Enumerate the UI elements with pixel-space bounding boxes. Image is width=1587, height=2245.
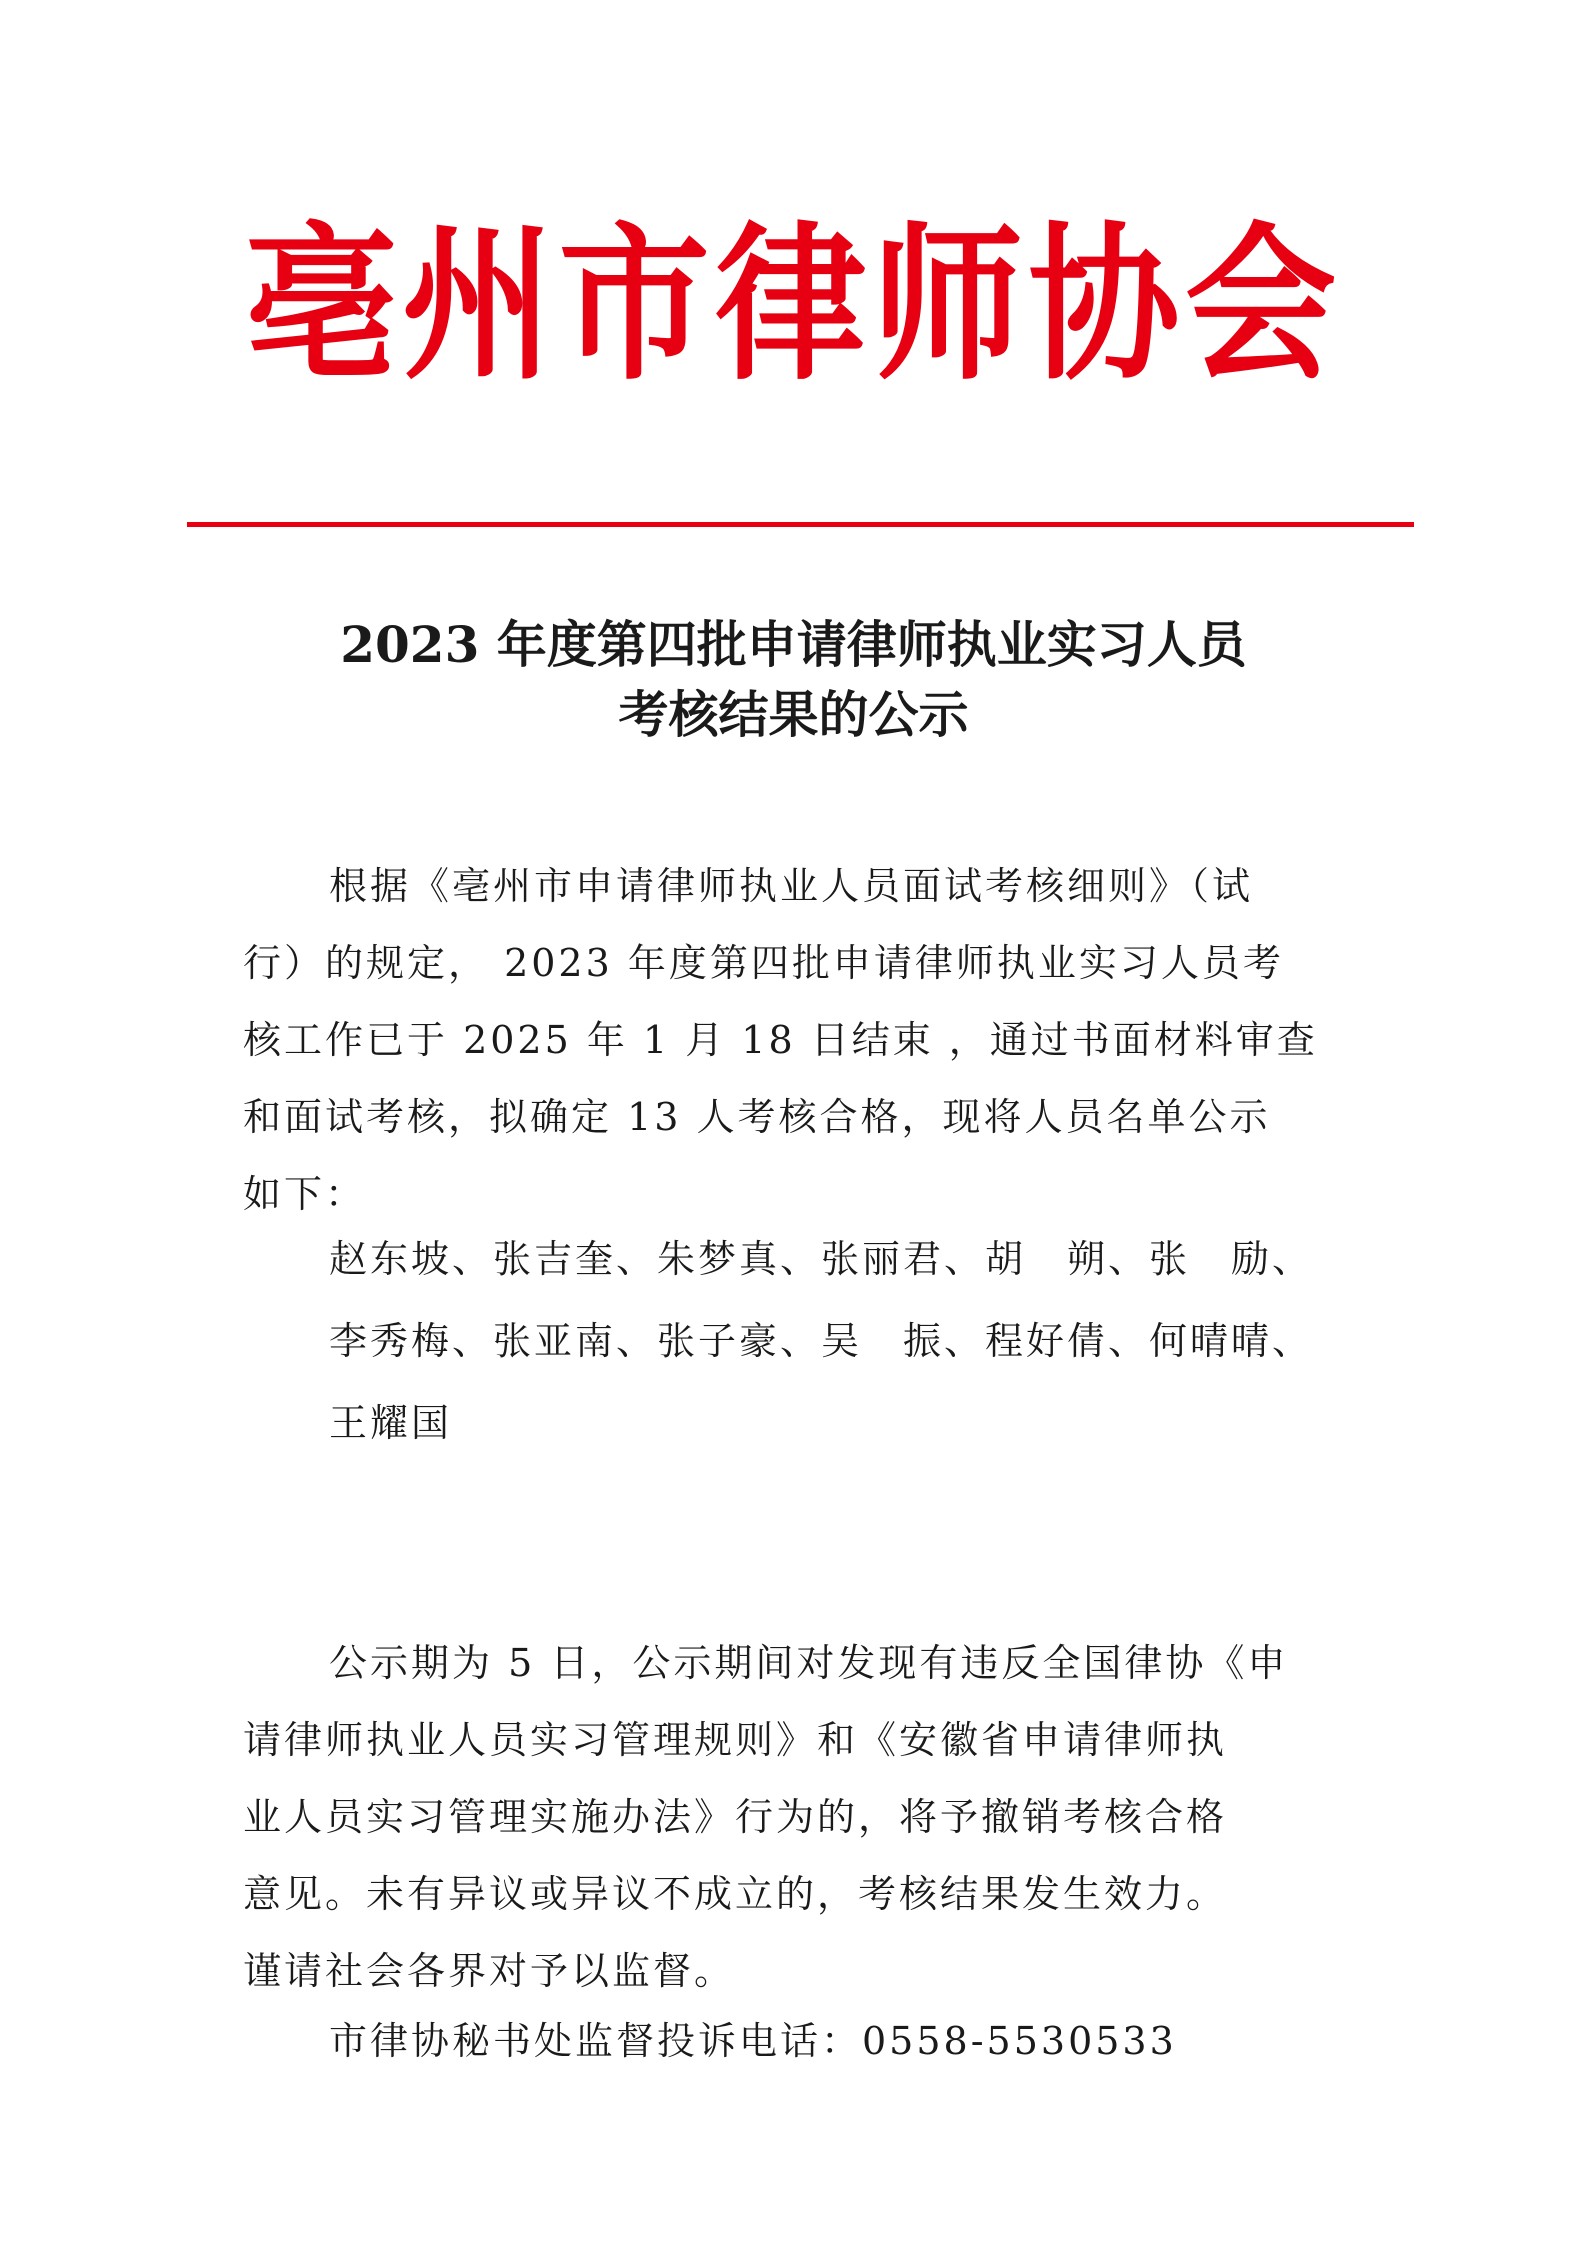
paragraph-line: 如下： [243, 1172, 367, 1216]
paragraph-line: 公示期为 5 日，公示期间对发现有违反全国律协《申 [329, 1641, 1289, 1685]
header-red-rule [187, 522, 1414, 527]
contact-block [243, 2003, 1343, 2080]
paragraph-line: 业人员实习管理实施办法》行为的，将予撤销考核合格 [243, 1795, 1228, 1839]
paragraph-line: 和面试考核，拟确定 13 人考核合格，现将人员名单公示 [243, 1095, 1271, 1139]
contact-phone-line: 市律协秘书处监督投诉电话：0558-5530533 [329, 2019, 1177, 2063]
document-title-line-1: 2023 年度第四批申请律师执业实习人员 [340, 615, 1247, 674]
names-line: 王耀国 [329, 1401, 453, 1445]
document-title-line-2: 考核结果的公示 [618, 685, 969, 744]
names-line: 赵东坡、张吉奎、朱梦真、张丽君、胡 朔、张 励、 [329, 1237, 1314, 1281]
document-title [0, 610, 1587, 750]
paragraph-line: 请律师执业人员实习管理规则》和《安徽省申请律师执 [243, 1718, 1228, 1762]
paragraph-line: 行）的规定， 2023 年度第四批申请律师执业实习人员考 [243, 941, 1284, 985]
paragraph-basis [243, 848, 1343, 1233]
org-name-header: 亳州市律师协会 [245, 207, 1342, 403]
names-line: 李秀梅、张亚南、张子豪、吴 振、程好倩、何晴晴、 [329, 1319, 1314, 1363]
paragraph-line: 根据《亳州市申请律师执业人员面试考核细则》（试 [329, 864, 1254, 908]
paragraph-line: 谨请社会各界对予以监督。 [243, 1949, 736, 1993]
paragraph-line: 核工作已于 2025 年 1 月 18 日结束 ，通过书面材料审查 [243, 1018, 1318, 1062]
paragraph-line: 意见。未有异议或异议不成立的，考核结果发生效力。 [243, 1872, 1228, 1916]
paragraph-notice-period [243, 1625, 1343, 2010]
qualified-names-list [329, 1218, 1429, 1464]
